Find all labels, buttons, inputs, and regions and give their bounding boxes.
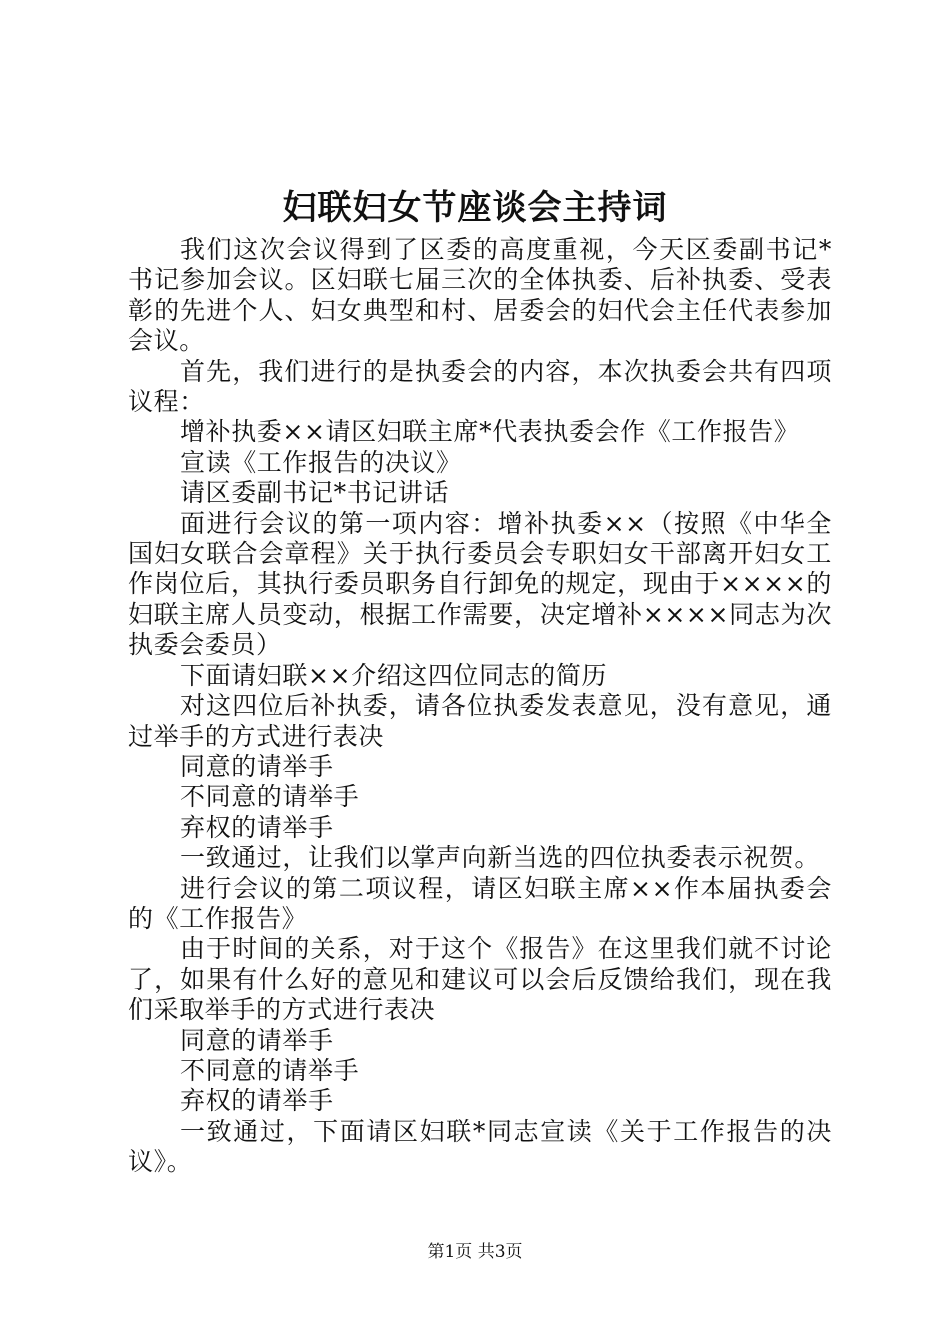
paragraph: 同意的请举手 <box>180 1025 334 1055</box>
document-body <box>128 235 832 1178</box>
paragraph: 弃权的请举手 <box>180 1086 334 1116</box>
paragraph: 不同意的请举手 <box>180 1055 360 1085</box>
paragraph: 由于时间的关系，对于这个《报告》在这里我们就不讨论了，如果有什么好的意见和建议可以会后反馈给我们，现在我们采取举手的方式进行表决 <box>128 934 832 1025</box>
paragraph: 宣读《工作报告的决议》 <box>180 447 462 477</box>
paragraph: 不同意的请举手 <box>180 782 360 812</box>
paragraph: 对这四位后补执委，请各位执委发表意见，没有意见，通过举手的方式进行表决 <box>128 691 832 751</box>
paragraph: 一致通过，下面请区妇联*同志宣读《关于工作报告的决议》。 <box>128 1116 832 1177</box>
paragraph: 增补执委××请区妇联主席*代表执委会作《工作报告》 <box>180 417 800 447</box>
paragraph: 首先，我们进行的是执委会的内容，本次执委会共有四项议程： <box>128 356 832 417</box>
page-number-footer: 第1页 共3页 <box>427 1242 523 1262</box>
paragraph: 弃权的请举手 <box>180 812 334 842</box>
paragraph: 下面请妇联××介绍这四位同志的简历 <box>180 660 608 690</box>
paragraph: 请区委副书记*书记讲话 <box>180 478 450 508</box>
document-title: 妇联妇女节座谈会主持词 <box>282 188 668 228</box>
paragraph: 同意的请举手 <box>180 751 334 781</box>
paragraph: 面进行会议的第一项内容：增补执委××（按照《中华全国妇女联合会章程》关于执行委员会专职妇女干部离开妇女工作岗位后，其执行委员职务自行卸免的规定，现由于××××的妇联主席人员变动，根据工作需要，决定增补××××同志为次执委会委员） <box>128 508 832 660</box>
paragraph: 我们这次会议得到了区委的高度重视，今天区委副书记*书记参加会议。区妇联七届三次的全体执委、后补执委、受表彰的先进个人、妇女典型和村、居委会的妇代会主任代表参加会议。 <box>128 235 832 356</box>
paragraph: 进行会议的第二项议程，请区妇联主席××作本届执委会的《工作报告》 <box>128 873 832 933</box>
paragraph: 一致通过，让我们以掌声向新当选的四位执委表示祝贺。 <box>180 843 821 873</box>
